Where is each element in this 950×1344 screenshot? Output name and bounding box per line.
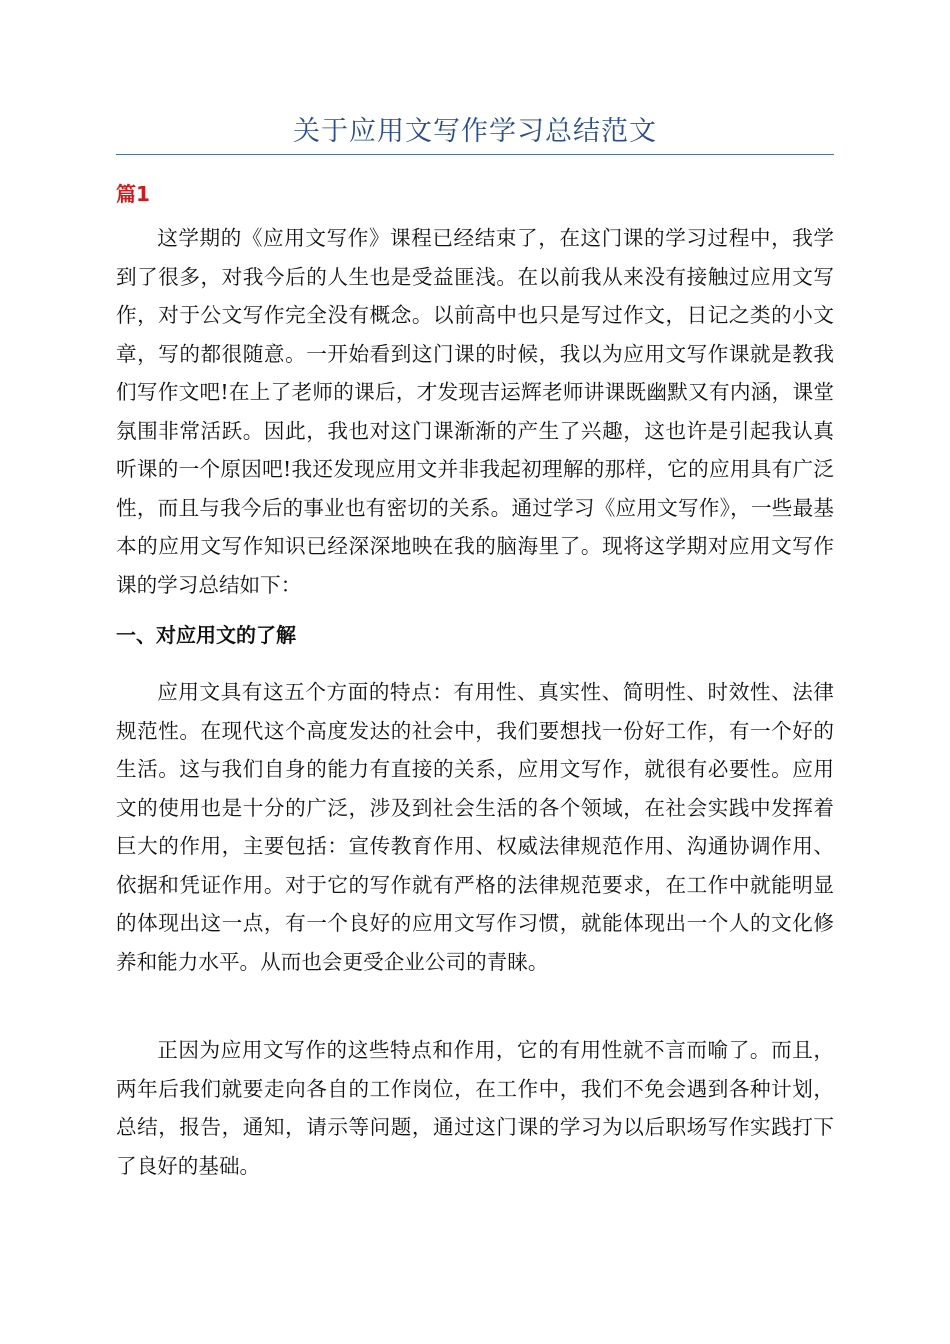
document-title: 关于应用文写作学习总结范文 (293, 116, 657, 147)
section-heading: 一、对应用文的了解 (116, 623, 296, 647)
paragraph-features: 应用文具有这五个方面的特点：有用性、真实性、简明性、时效性、法律规范性。在现代这个高度发达的社会中，我们要想找一份好工作，有一个好的生活。这与我们自身的能力有直接的关系，应用文写作，就很有必要性。应用文的使用也是十分的广泛，涉及到社会生活的各个领域，在社会实践中发挥着巨大的作用，主要包括：宣传教育作用、权威法律规范作用、沟通协调作用、依据和凭证作用。对于它的写作就有严格的法律规范要求，在工作中就能明显的体现出这一点，有一个良好的应用文写作习惯，就能体现出一个人的文化修养和能力水平。从而也会更受企业公司的青睐。 (116, 680, 834, 974)
title-underline-divider (116, 154, 834, 155)
paragraph-usefulness: 正因为应用文写作的这些特点和作用，它的有用性就不言而喻了。而且，两年后我们就要走向各自的工作岗位，在工作中，我们不免会遇到各种计划，总结，报告，通知，请示等问题，通过这门课的学习为以后职场写作实践打下了良好的基础。 (116, 1038, 834, 1178)
paragraph-intro: 这学期的《应用文写作》课程已经结束了，在这门课的学习过程中，我学到了很多，对我今后的人生也是受益匪浅。在以前我从来没有接触过应用文写作，对于公文写作完全没有概念。以前高中也只是写过作文，日记之类的小文章，写的都很随意。一开始看到这门课的时候，我以为应用文写作课就是教我们写作文吧!在上了老师的课后，才发现吉运辉老师讲课既幽默又有内涵，课堂氛围非常活跃。因此，我也对这门课渐渐的产生了兴趣，这也许是引起我认真听课的一个原因吧!我还发现应用文并非我起初理解的那样，它的应用具有广泛性，而且与我今后的事业也有密切的关系。通过学习《应用文写作》，一些最基本的应用文写作知识已经深深地映在我的脑海里了。现将这学期对应用文写作课的学习总结如下： (116, 226, 834, 597)
section-marker: 篇1 (116, 182, 150, 206)
